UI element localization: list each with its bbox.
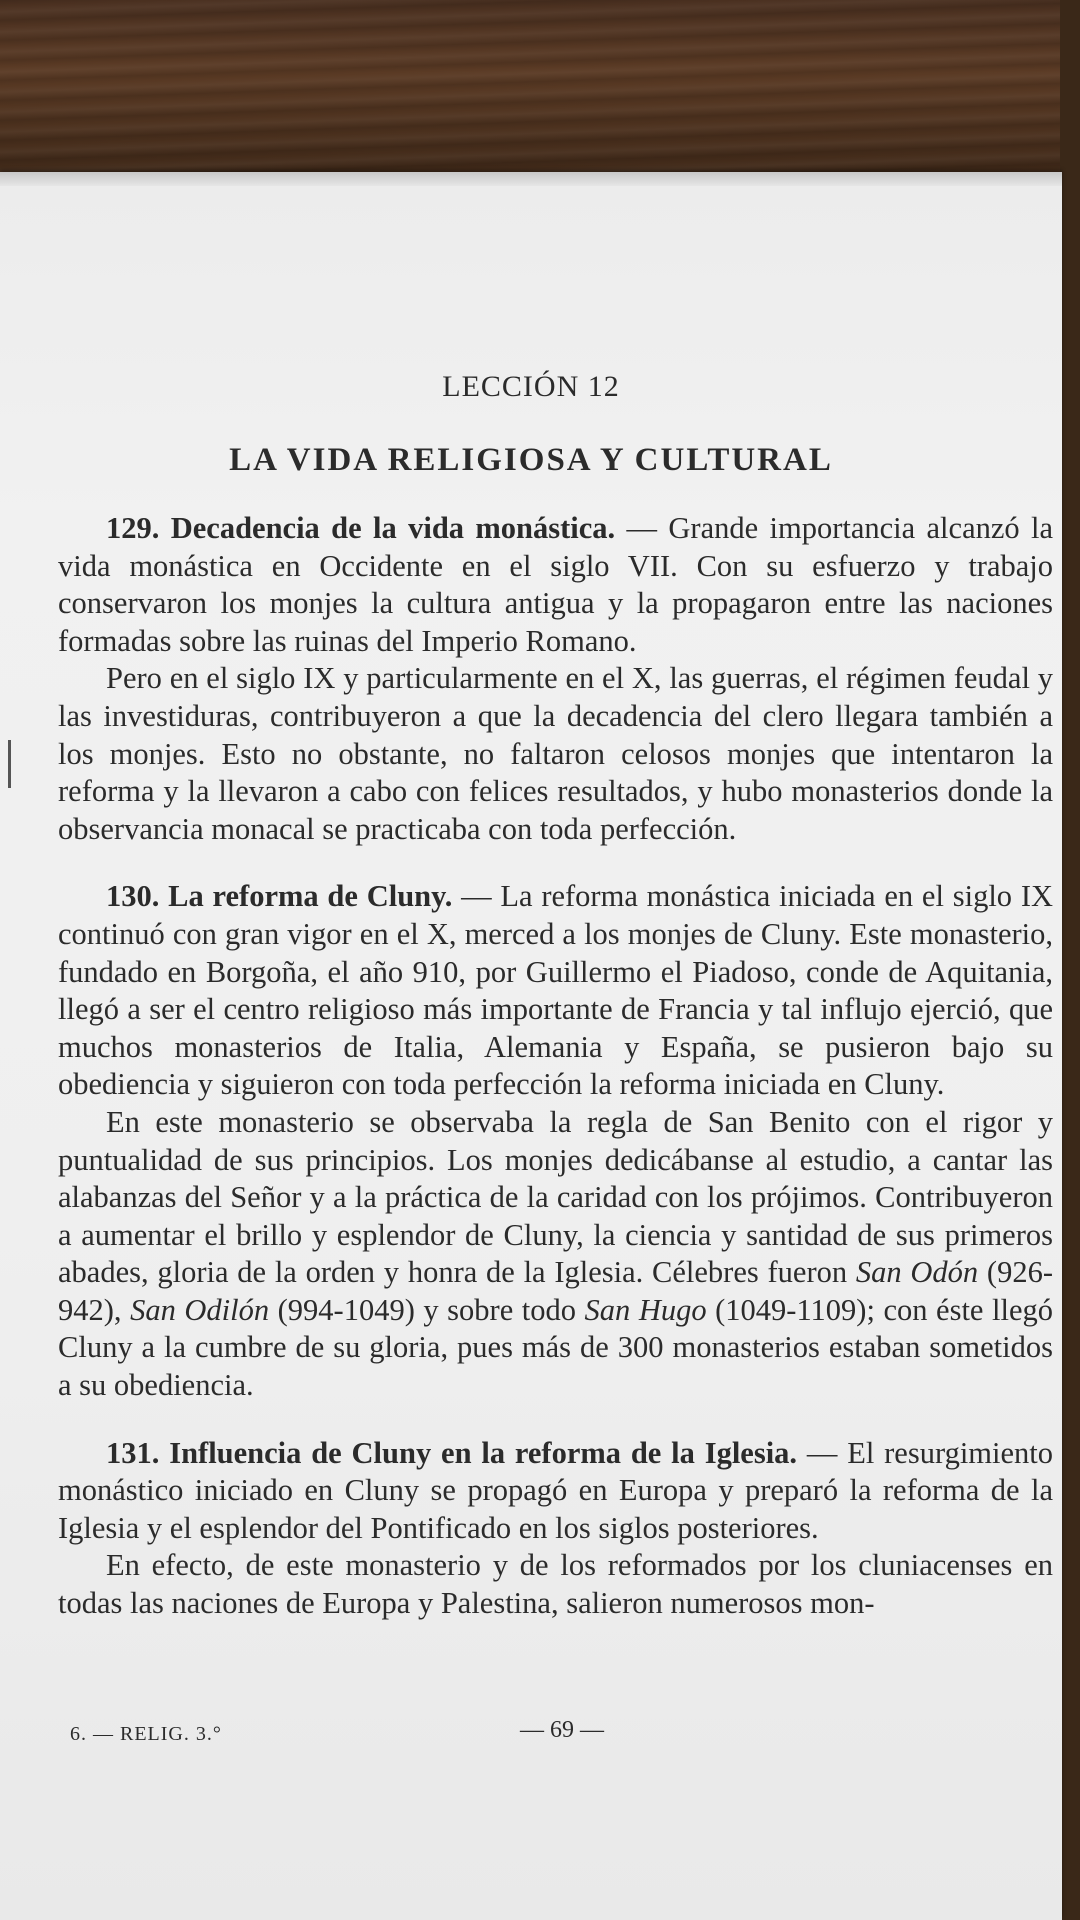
section-heading: La reforma de Cluny.	[168, 879, 453, 914]
section-131-paragraph-2: En efecto, de este monasterio y de los reformados por los cluniacenses en todas las naciones de Europa y Palestina, salieron numerosos mon-	[58, 1548, 1053, 1621]
section-text: (1049-1109); con éste llegó Cluny a la cumbre de su gloria, pues más de 300 monasterios estaban sometidos a su obediencia.	[58, 1292, 1053, 1403]
section-dash: —	[797, 1435, 848, 1470]
section-131-paragraph-1	[58, 1435, 1053, 1548]
section-text: El resurgimiento monástico iniciado en Cluny se propagó en Europa y preparó la reforma de la Iglesia y el esplendor del Pontificado en los siglos posteriores.	[58, 1435, 1053, 1545]
abbot-name: San Odón	[855, 1255, 979, 1290]
abbot-name: San Odilón	[130, 1292, 270, 1327]
lesson-number: LECCIÓN 12	[442, 370, 620, 403]
section-heading: Influencia de Cluny en la reforma de la Iglesia.	[169, 1435, 798, 1470]
section-dash: —	[615, 511, 669, 545]
printer-signature: 6. — RELIG. 3.°	[70, 1723, 222, 1745]
page-number: — 69 —	[520, 1717, 604, 1743]
chapter-title: LA VIDA RELIGIOSA Y CULTURAL	[229, 442, 833, 478]
section-text: Grande importancia alcanzó la vida monástica en Occidente en el siglo VII. Con su esfuerzo y trabajo conservaron los monjes la cultura antigua y la propagaron entre las naciones formadas sobre las ruinas del Imperio Romano.	[58, 511, 1054, 658]
section-text: En este monasterio se observaba la regla de San Benito con el rigor y puntualidad de sus principios. Los monjes dedicábanse al estudio, a cantar las alabanzas del Señor y a la práctica de la caridad con los prójimos. Contribuyeron a aumentar el brillo y esplendor de Cluny, la ciencia y santidad de sus primeros abades, gloria de la orden y honra de la Iglesia. Célebres fueron	[58, 1104, 1053, 1290]
wooden-table-background	[0, 0, 1080, 180]
section-text: (926-942),	[58, 1255, 1053, 1327]
section-number: 131.	[106, 1435, 160, 1470]
section-number: 129.	[106, 511, 160, 545]
abbot-name: San Hugo	[584, 1292, 707, 1327]
body-text	[58, 510, 1053, 1623]
section-130-paragraph-2	[58, 1104, 1053, 1405]
book-page	[0, 172, 1062, 1920]
section-dash: —	[452, 879, 501, 914]
section-heading: Decadencia de la vida monástica.	[170, 511, 616, 545]
page-edge	[0, 172, 1062, 186]
section-number: 130.	[106, 879, 160, 914]
section-text: La reforma monástica iniciada en el siglo IX continuó con gran vigor en el X, merced a los monjes de Cluny. Este monasterio, fundado en Borgoña, el año 910, por Guillermo el Piadoso, conde de Aquitania, llegó a ser el centro religioso más importante de Francia y tal influjo ejerció, que muchos monasterios de Italia, Alemania y España, se pusieron bajo su obediencia y siguieron con toda perfección la reforma iniciada en Cluny.	[58, 879, 1053, 1102]
section-129-paragraph-2: Pero en el siglo IX y particularmente en el X, las guerras, el régimen feudal y las investiduras, contribuyeron a que la decadencia del clero llegara también a los monjes. Esto no obstante, no faltaron celosos monjes que intentaron la reforma y la llevaron a cabo con felices resultados, y hubo monasterios donde la observancia monacal se practicaba con toda perfección.	[58, 661, 1053, 846]
table-edge	[1060, 0, 1080, 1920]
section-text: (994-1049) y sobre todo	[269, 1292, 585, 1327]
section-129-paragraph-1	[58, 510, 1053, 660]
section-130-paragraph-1	[58, 878, 1053, 1104]
margin-pencil-mark	[8, 740, 17, 788]
